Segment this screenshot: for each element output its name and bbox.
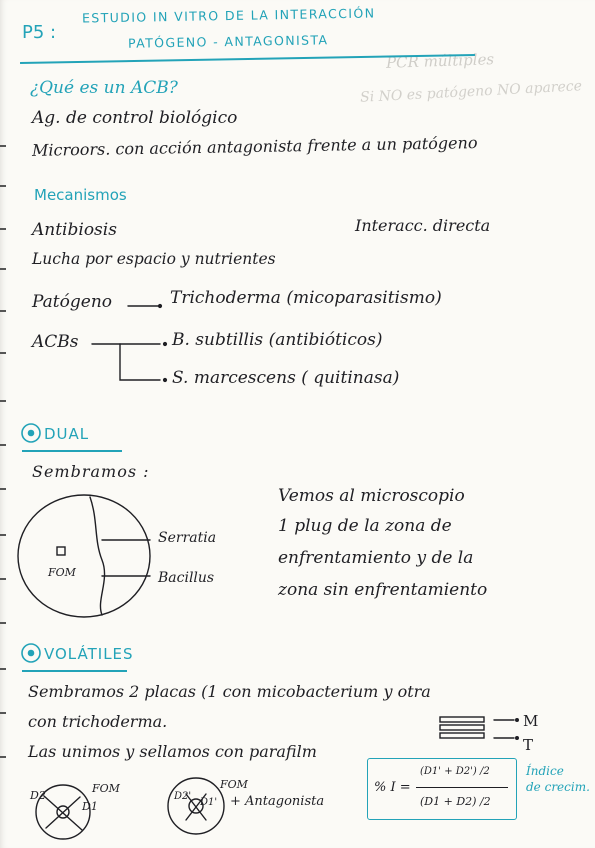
plate-label: FOM bbox=[92, 782, 120, 795]
note-text: de crecim. bbox=[526, 780, 590, 794]
plate-label: FOM bbox=[48, 566, 76, 579]
text-line: 1 plug de la zona de bbox=[278, 516, 452, 536]
text-line: Las unimos y sellamos con parafilm bbox=[28, 742, 317, 761]
section-heading: DUAL bbox=[44, 425, 90, 443]
plate-label: Serratia bbox=[158, 530, 217, 546]
text-line: Sembramos : bbox=[32, 462, 150, 481]
text-line: enfrentamiento y de la bbox=[278, 548, 474, 568]
section-heading: VOLÁTILES bbox=[44, 645, 134, 663]
ghost-text: Si NO es patógeno NO aparece bbox=[359, 78, 583, 106]
note-text: Índice bbox=[526, 764, 564, 778]
plate-label: FOM bbox=[220, 778, 248, 791]
fom-boundary bbox=[90, 497, 105, 615]
arrow-dot bbox=[159, 305, 162, 308]
ghost-text: PCR múltiples bbox=[385, 50, 495, 72]
text-line: Patógeno bbox=[32, 292, 113, 312]
text-line: Trichoderma (micoparasitismo) bbox=[170, 288, 442, 308]
text-line: Interacc. directa bbox=[355, 216, 491, 235]
plate-top-icon bbox=[440, 717, 484, 722]
text-line: Antibiosis bbox=[32, 220, 117, 240]
question-heading: ¿Qué es un ACB? bbox=[30, 78, 178, 98]
plug-square-icon bbox=[57, 547, 65, 555]
diameter-label: D2' bbox=[174, 791, 192, 802]
plate-label-m: M bbox=[523, 712, 539, 730]
text-line: Ag. de control biológico bbox=[32, 108, 238, 128]
formula-denominator: (D1 + D2) /2 bbox=[420, 795, 491, 808]
page-subtitle: PATÓGENO - ANTAGONISTA bbox=[127, 32, 329, 51]
plate-mid-icon bbox=[440, 725, 484, 730]
page-code: P5 : bbox=[22, 22, 57, 43]
plate-label: + Antagonista bbox=[230, 794, 325, 809]
formula-label: % I = bbox=[374, 780, 411, 795]
text-line: con trichoderma. bbox=[28, 712, 168, 731]
diameter-label: D1 bbox=[82, 800, 98, 813]
text-line: S. marcescens ( quitinasa) bbox=[172, 368, 400, 388]
petri-dish-icon bbox=[18, 495, 150, 617]
plate-bottom-icon bbox=[440, 733, 484, 738]
plate-label-t: T bbox=[523, 736, 534, 754]
text-line: Lucha por espacio y nutrientes bbox=[32, 250, 276, 268]
text-line: Vemos al microscopio bbox=[278, 486, 465, 506]
text-line: ACBs bbox=[32, 332, 79, 352]
diameter-label: D1' bbox=[200, 797, 218, 808]
bracket-line bbox=[120, 344, 160, 380]
diameter-label: D2 bbox=[30, 789, 46, 802]
text-line: B. subtillis (antibióticos) bbox=[172, 330, 383, 350]
bullet-dot bbox=[164, 379, 167, 382]
formula-numerator: (D1' + D2') /2 bbox=[420, 766, 490, 777]
page-title: ESTUDIO IN VITRO DE LA INTERACCIÓN bbox=[81, 5, 376, 26]
plate-label: Bacillus bbox=[158, 570, 215, 586]
text-line: zona sin enfrentamiento bbox=[278, 580, 488, 600]
bullet-dot bbox=[164, 343, 167, 346]
section-heading: Mecanismos bbox=[34, 186, 127, 204]
text-line: Microors. con acción antagonista frente a un patógeno bbox=[31, 133, 478, 160]
text-line: Sembramos 2 placas (1 con micobacterium y otra bbox=[28, 682, 431, 701]
